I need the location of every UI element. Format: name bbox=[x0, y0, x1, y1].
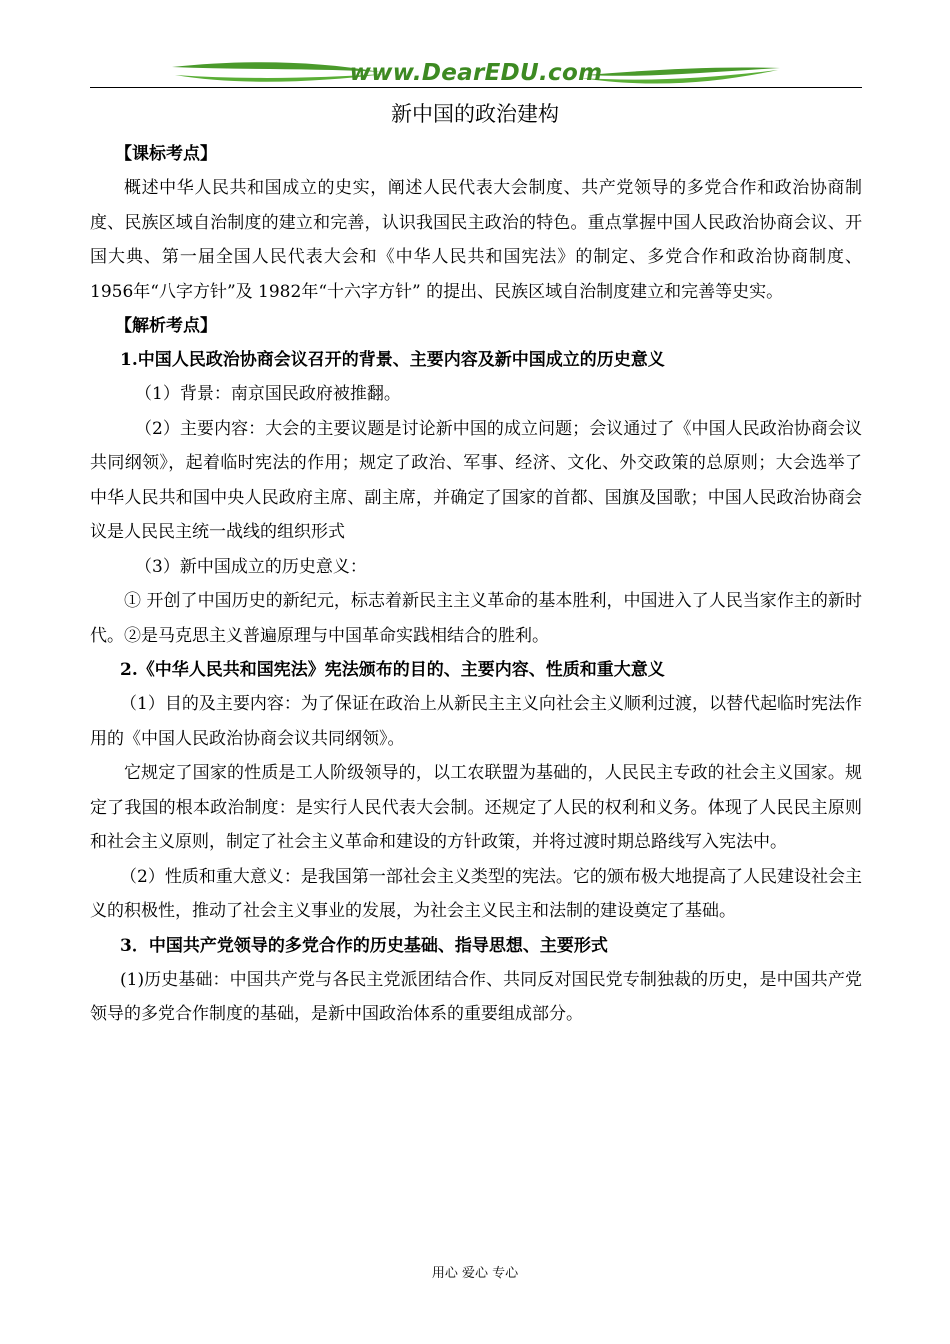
paragraph-2-1: （1）目的及主要内容：为了保证在政治上从新民主主义向社会主义顺利过渡，以替代起临时宪法作用的《中国人民政治协商会议共同纲领》。 bbox=[90, 694, 862, 749]
page-header bbox=[90, 56, 862, 90]
subheading-2: 2.《中华人民共和国宪法》宪法颁布的目的、主要内容、性质和重大意义 bbox=[120, 660, 665, 680]
subheading-1: 1.中国人民政治协商会议召开的背景、主要内容及新中国成立的历史意义 bbox=[120, 350, 665, 370]
document-body bbox=[90, 137, 862, 1032]
site-logo-text: www.DearEDU.com bbox=[349, 60, 603, 86]
paragraph-1-2: （2）主要内容：大会的主要议题是讨论新中国的成立问题；会议通过了《中国人民政治协商会议共同纲领》，起着临时宪法的作用；规定了政治、军事、经济、文化、外交政策的总原则；大会选举了中华人民共和国中央人民政府主席、副主席，并确定了国家的首都、国旗及国歌；中国人民政治协商会议是人民民主统一战线的组织形式 bbox=[90, 418, 862, 542]
paragraph-1-1: （1）背景：南京国民政府被推翻。 bbox=[135, 384, 401, 404]
paragraph-kebiao: 概述中华人民共和国成立的史实，阐述人民代表大会制度、共产党领导的多党合作和政治协商制度、民族区域自治制度的建立和完善，认识我国民主政治的特色。重点掌握中国人民政治协商会议、开国大典、第一届全国人民代表大会和《中华人民共和国宪法》的制定、多党合作和政治协商制度、1956年“八字方针”及 1982年“十六字方针” 的提出、民族区域自治制度建立和完善等史实。 bbox=[90, 178, 862, 302]
paragraph-3-1: (1)历史基础：中国共产党与各民主党派团结合作、共同反对国民党专制独裁的历史，是中国共产党领导的多党合作制度的基础，是新中国政治体系的重要组成部分。 bbox=[90, 969, 862, 1024]
document-title: 新中国的政治建构 bbox=[391, 102, 559, 126]
paragraph-1-4: ① 开创了中国历史的新纪元，标志着新民主主义革命的基本胜利，中国进入了人民当家作主的新时代。②是马克思主义普遍原理与中国革命实践相结合的胜利。 bbox=[90, 591, 862, 646]
paragraph-2-3: （2）性质和重大意义：是我国第一部社会主义类型的宪法。它的颁布极大地提高了人民建设社会主义的积极性，推动了社会主义事业的发展，为社会主义民主和法制的建设奠定了基础。 bbox=[90, 866, 862, 921]
section-heading-kebiao: 【课标考点】 bbox=[115, 144, 217, 164]
paragraph-1-3: （3）新中国成立的历史意义： bbox=[135, 556, 367, 577]
paragraph-2-2: 它规定了国家的性质是工人阶级领导的，以工农联盟为基础的，人民民主专政的社会主义国家。规定了我国的根本政治制度：是实行人民代表大会制。还规定了人民的权利和义务。体现了人民民主原则和社会主义原则，制定了社会主义革命和建设的方针政策，并将过渡时期总路线写入宪法中。 bbox=[90, 763, 862, 852]
header-divider bbox=[90, 87, 862, 88]
page-footer: 用心 爱心 专心 bbox=[431, 1266, 519, 1281]
section-heading-jiexi: 【解析考点】 bbox=[115, 316, 217, 336]
subheading-3: 3．中国共产党领导的多党合作的历史基础、指导思想、主要形式 bbox=[120, 935, 608, 956]
